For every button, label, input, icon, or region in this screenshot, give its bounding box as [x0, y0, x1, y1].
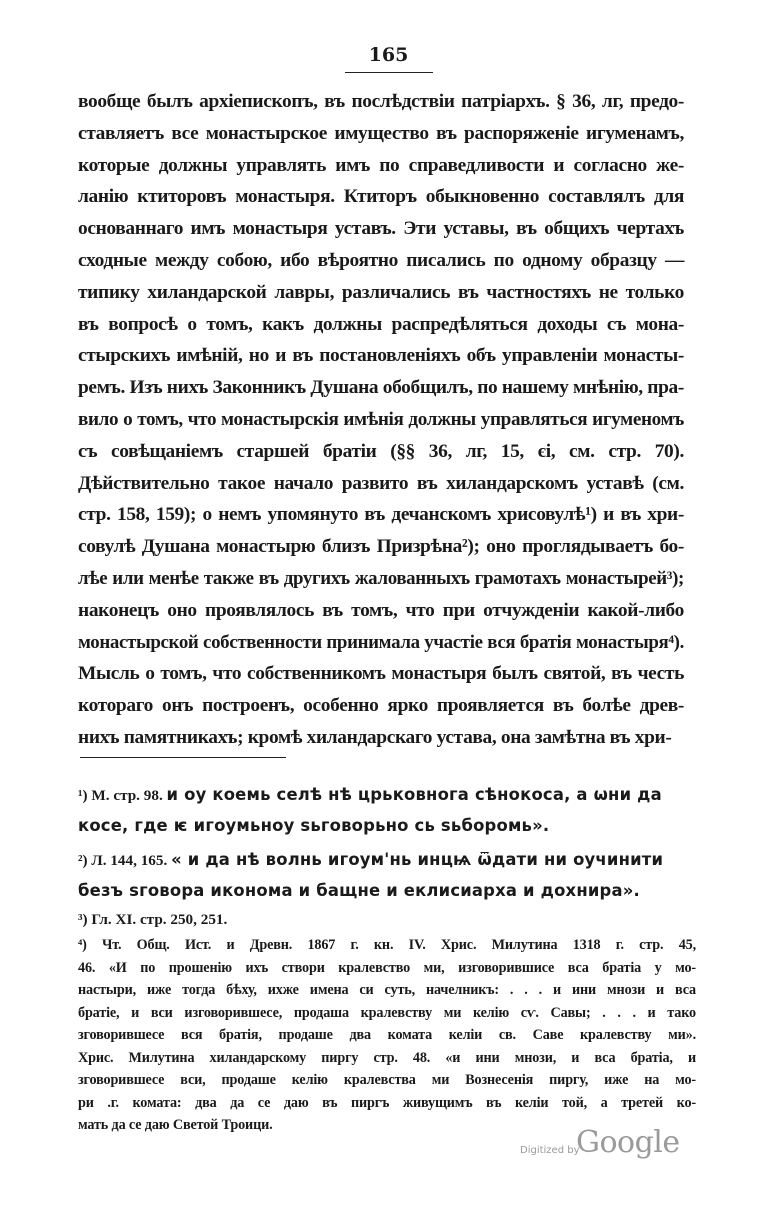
main-text: [78, 86, 684, 754]
footnote-1-quote-cont: косе, где ѥ игоумьноу ѕьговорьно сь ѕьборомь».: [78, 816, 550, 835]
text-line: съ совѣщаніемъ старшей братіи (§§ 36, лг, 15, єі, см. стр. 70).: [78, 440, 684, 462]
text-line: въ вопросѣ о томъ, какъ должны распредѣляться доходы съ мона-: [78, 313, 684, 335]
footnote-4-line: мать да се даю Светой Троици.: [78, 1117, 273, 1133]
header-rule: [345, 72, 433, 73]
footnote-4-line: настыри, иже тогда бѣху, ихже имена си суть, начелникъ: . . . и ини мнози и вса: [78, 982, 696, 998]
text-line: сходные между собою, ибо вѣроятно писались по одному образцу —: [78, 249, 684, 271]
text-line: нихъ памятникахъ; кромѣ хиландарскаго устава, она замѣтна въ хри-: [78, 726, 672, 748]
text-line: ремъ. Изъ нихъ Законникъ Душана обобщилъ, по нашему мнѣнію, пра-: [78, 377, 685, 399]
text-line: монастырской собственности принимала участіе вся братія монастыря⁴).: [78, 631, 684, 653]
footnote-2-quote: « и да нѣ волнь игоум'нь инцѩ ѿдати ни оучинити: [171, 850, 664, 869]
watermark-digitized-text: Digitized by: [520, 1145, 580, 1156]
footnote-4-line: зговорившесе вси, продаше келію кралевства ми Вознесенія пиргу, иже на мо-: [78, 1072, 696, 1088]
footnote-4-line: зговорившесе вся братія, продаше два комата келіи св. Саве кралевству ми».: [78, 1027, 696, 1043]
footnote-4-line: братіе, и вси изговорившесе, продаша кралевству ми келію сѵ. Савы; . . . и тако: [78, 1004, 696, 1021]
text-line: вило о томъ, что монастырскія имѣнія должны управляться игуменомъ: [78, 408, 684, 430]
footnote-4-line: 46. «И по прошенію ихъ створи кралевство ми, изговорившисе вса братіа у мо-: [78, 959, 696, 976]
text-line: стр. 158, 159); о немъ упомянуто въ дечанскомъ хрисовулѣ¹) и въ хри-: [78, 504, 684, 526]
footnote-2: [78, 845, 696, 906]
footnote-4: [78, 934, 696, 1137]
footnote-4-line: ⁴) Чт. Общ. Ист. и Древн. 1867 г. кн. IV. Хрис. Милутина 1318 г. стр. 45,: [78, 937, 696, 953]
footnotes: [78, 780, 696, 1137]
footnote-4-line: ри .г. комата: два да се даю въ пиргъ живущимъ въ келіи той, а третей ко-: [78, 1094, 696, 1111]
text-line: Мысль о томъ, что собственникомъ монастыря былъ святой, въ честь: [78, 663, 684, 685]
footnote-4-line: Хрис. Милутина хиландарскому пиргу стр. 48. «и ини мнози, и вса братіа, и: [78, 1049, 696, 1066]
watermark-logo-text: Google: [576, 1125, 680, 1160]
text-line: наконецъ оно проявлялось въ томъ, что при отчужденіи какой-либо: [78, 599, 684, 621]
footnote-3-text: ³) Гл. XI. стр. 250, 251.: [78, 911, 228, 928]
footnote-1-marker: ¹) М. стр. 98.: [78, 787, 163, 804]
text-line: ланію ктиторовъ монастыря. Ктиторъ обыкновенно составлялъ для: [78, 186, 684, 208]
footnote-2-marker: ²) Л. 144, 165.: [78, 852, 168, 869]
footnote-1-quote: и оу коемь селѣ нѣ црьковнога сѣнокоса, а ѡни да: [166, 785, 662, 804]
text-line: Дѣйствительно такое начало развито въ хиландарскомъ уставѣ (см.: [78, 472, 684, 494]
page-number: 165: [368, 44, 409, 66]
text-line: вообще былъ архіепископъ, въ послѣдствіи патріархъ. § 36, лг, предо-: [78, 91, 684, 112]
text-line: основаннаго имъ монастыря уставъ. Эти уставы, въ общихъ чертахъ: [78, 218, 684, 240]
footnote-rule: [80, 757, 286, 758]
footnote-3: [78, 908, 696, 932]
footnote-2-quote-cont: безъ ѕговора иконома и бащне и еклисиарха и дохнира».: [78, 881, 640, 900]
text-line: ставляетъ все монастырское имущество въ распоряженіе игуменамъ,: [78, 122, 684, 144]
text-line: которые должны управлять имъ по справедливости и согласно же-: [78, 154, 684, 176]
text-line: лѣе или менѣе также въ другихъ жалованныхъ грамотахъ монастырей³);: [78, 567, 684, 589]
footnote-1: [78, 780, 696, 841]
text-line: стырскихъ имѣній, но и въ постановленіяхъ объ управленіи монасты-: [78, 345, 684, 367]
text-line: совулѣ Душана монастырю близъ Призрѣна²); оно проглядываетъ бо-: [78, 536, 684, 558]
text-line: котораго онъ построенъ, особенно ярко проявляется въ болѣе древ-: [78, 695, 684, 717]
text-line: типику хиландарской лавры, различались въ частностяхъ не только: [78, 281, 684, 303]
digitized-watermark: [520, 1125, 680, 1165]
